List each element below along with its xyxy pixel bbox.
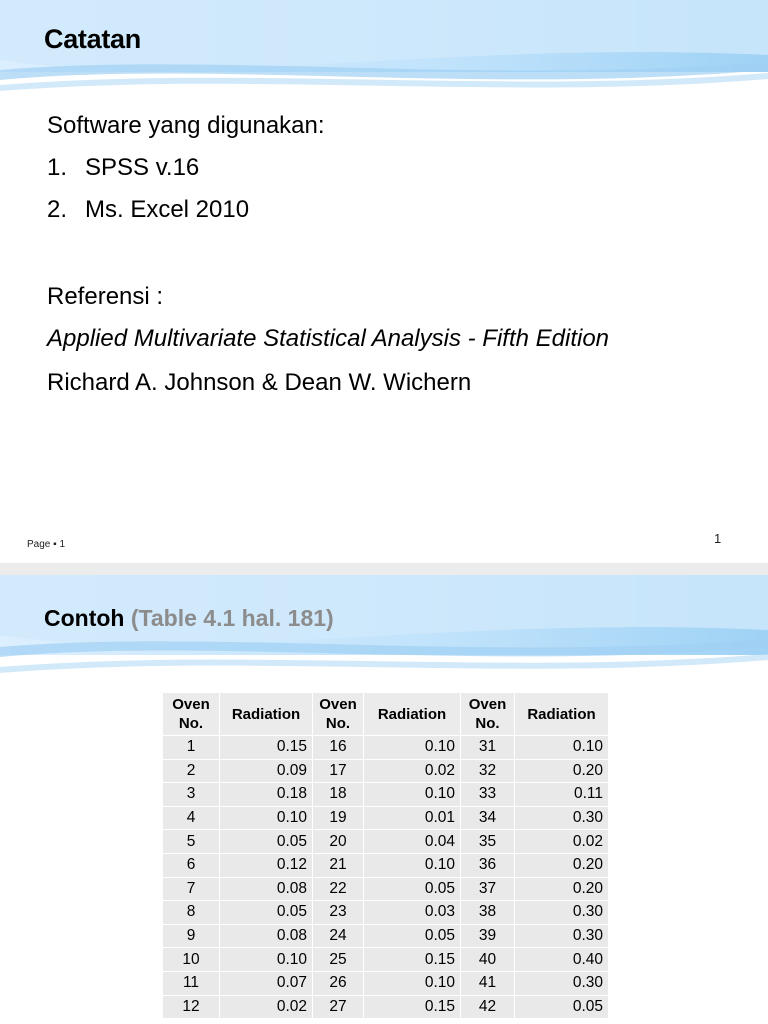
table-row — [163, 736, 609, 760]
oven-number-cell: 17 — [313, 759, 364, 783]
oven-number-cell: 19 — [313, 806, 364, 830]
radiation-value-cell: 0.10 — [364, 971, 461, 995]
slide-separator — [0, 563, 768, 575]
slide-2 — [0, 575, 768, 1024]
radiation-value-cell: 0.07 — [220, 971, 313, 995]
table-row — [163, 783, 609, 807]
table-row — [163, 901, 609, 925]
radiation-value-cell: 0.02 — [515, 830, 609, 854]
oven-number-cell: 22 — [313, 877, 364, 901]
slide-title-main: Contoh — [44, 605, 125, 631]
radiation-value-cell: 0.15 — [220, 736, 313, 760]
radiation-value-cell: 0.30 — [515, 971, 609, 995]
oven-number-cell: 37 — [461, 877, 515, 901]
list-number: 1. — [47, 154, 68, 181]
radiation-value-cell: 0.15 — [364, 948, 461, 972]
oven-number-cell: 25 — [313, 948, 364, 972]
radiation-value-cell: 0.04 — [364, 830, 461, 854]
oven-number-cell: 10 — [163, 948, 220, 972]
radiation-value-cell: 0.12 — [220, 853, 313, 877]
radiation-value-cell: 0.10 — [364, 853, 461, 877]
radiation-value-cell: 0.20 — [515, 877, 609, 901]
radiation-value-cell: 0.20 — [515, 759, 609, 783]
radiation-value-cell: 0.30 — [515, 806, 609, 830]
radiation-value-cell: 0.11 — [515, 783, 609, 807]
oven-number-cell: 18 — [313, 783, 364, 807]
radiation-value-cell: 0.08 — [220, 877, 313, 901]
oven-number-cell: 11 — [163, 971, 220, 995]
radiation-value-cell: 0.10 — [220, 806, 313, 830]
oven-number-cell: 12 — [163, 995, 220, 1019]
radiation-value-cell: 0.40 — [515, 948, 609, 972]
radiation-value-cell: 0.08 — [220, 924, 313, 948]
oven-number-cell: 34 — [461, 806, 515, 830]
oven-number-cell: 8 — [163, 901, 220, 925]
oven-number-cell: 20 — [313, 830, 364, 854]
oven-number-cell: 39 — [461, 924, 515, 948]
oven-number-cell: 33 — [461, 783, 515, 807]
radiation-value-cell: 0.15 — [364, 995, 461, 1019]
oven-number-cell: 41 — [461, 971, 515, 995]
slide-title — [44, 605, 334, 632]
oven-number-cell: 26 — [313, 971, 364, 995]
oven-number-cell: 32 — [461, 759, 515, 783]
oven-number-cell: 42 — [461, 995, 515, 1019]
table-body — [163, 736, 609, 1019]
column-header-radiation: Radiation — [220, 693, 313, 736]
oven-number-cell: 21 — [313, 853, 364, 877]
table-row — [163, 948, 609, 972]
radiation-value-cell: 0.30 — [515, 924, 609, 948]
radiation-value-cell: 0.05 — [364, 877, 461, 901]
oven-number-cell: 24 — [313, 924, 364, 948]
software-item-2 — [47, 196, 249, 224]
table-row — [163, 830, 609, 854]
page-footer-label: Page ▪ 1 — [27, 539, 66, 550]
radiation-value-cell: 0.02 — [364, 759, 461, 783]
oven-number-cell: 36 — [461, 853, 515, 877]
table-header-row — [163, 693, 609, 736]
reference-authors: Richard A. Johnson & Dean W. Wichern — [47, 369, 472, 396]
header-wave-decoration — [0, 0, 768, 110]
list-text: SPSS v.16 — [85, 154, 200, 181]
oven-number-cell: 4 — [163, 806, 220, 830]
table-row — [163, 877, 609, 901]
reference-heading: Referensi : — [47, 283, 164, 310]
oven-number-cell: 27 — [313, 995, 364, 1019]
oven-number-cell: 40 — [461, 948, 515, 972]
radiation-value-cell: 0.05 — [515, 995, 609, 1019]
oven-number-cell: 7 — [163, 877, 220, 901]
software-heading: Software yang digunakan: — [47, 112, 325, 139]
column-header-radiation: Radiation — [364, 693, 461, 736]
radiation-value-cell: 0.10 — [515, 736, 609, 760]
slide-title: Catatan — [44, 24, 141, 54]
radiation-value-cell: 0.10 — [364, 783, 461, 807]
table-row — [163, 806, 609, 830]
table-row — [163, 759, 609, 783]
oven-number-cell: 38 — [461, 901, 515, 925]
reference-book-title: Applied Multivariate Statistical Analysis - Fifth Edition — [47, 325, 610, 352]
column-header-oven: Oven No. — [461, 693, 515, 736]
oven-number-cell: 2 — [163, 759, 220, 783]
radiation-value-cell: 0.03 — [364, 901, 461, 925]
oven-number-cell: 1 — [163, 736, 220, 760]
table-row — [163, 995, 609, 1019]
list-number: 2. — [47, 196, 68, 223]
radiation-value-cell: 0.10 — [220, 948, 313, 972]
oven-number-cell: 3 — [163, 783, 220, 807]
slide-number: 1 — [714, 531, 722, 546]
oven-number-cell: 5 — [163, 830, 220, 854]
column-header-radiation: Radiation — [515, 693, 609, 736]
column-header-oven: Oven No. — [163, 693, 220, 736]
oven-number-cell: 31 — [461, 736, 515, 760]
list-text: Ms. Excel 2010 — [85, 196, 250, 223]
radiation-value-cell: 0.30 — [515, 901, 609, 925]
radiation-value-cell: 0.09 — [220, 759, 313, 783]
slide-title-reference: (Table 4.1 hal. 181) — [130, 605, 334, 631]
oven-number-cell: 6 — [163, 853, 220, 877]
radiation-table — [162, 692, 609, 1019]
software-item-1 — [47, 154, 199, 182]
oven-number-cell: 9 — [163, 924, 220, 948]
oven-number-cell: 35 — [461, 830, 515, 854]
radiation-value-cell: 0.10 — [364, 736, 461, 760]
oven-number-cell: 16 — [313, 736, 364, 760]
column-header-oven: Oven No. — [313, 693, 364, 736]
radiation-value-cell: 0.05 — [220, 830, 313, 854]
radiation-value-cell: 0.20 — [515, 853, 609, 877]
oven-number-cell: 23 — [313, 901, 364, 925]
radiation-value-cell: 0.05 — [220, 901, 313, 925]
radiation-value-cell: 0.18 — [220, 783, 313, 807]
radiation-value-cell: 0.02 — [220, 995, 313, 1019]
radiation-value-cell: 0.01 — [364, 806, 461, 830]
table-row — [163, 971, 609, 995]
table-row — [163, 853, 609, 877]
table-row — [163, 924, 609, 948]
radiation-value-cell: 0.05 — [364, 924, 461, 948]
